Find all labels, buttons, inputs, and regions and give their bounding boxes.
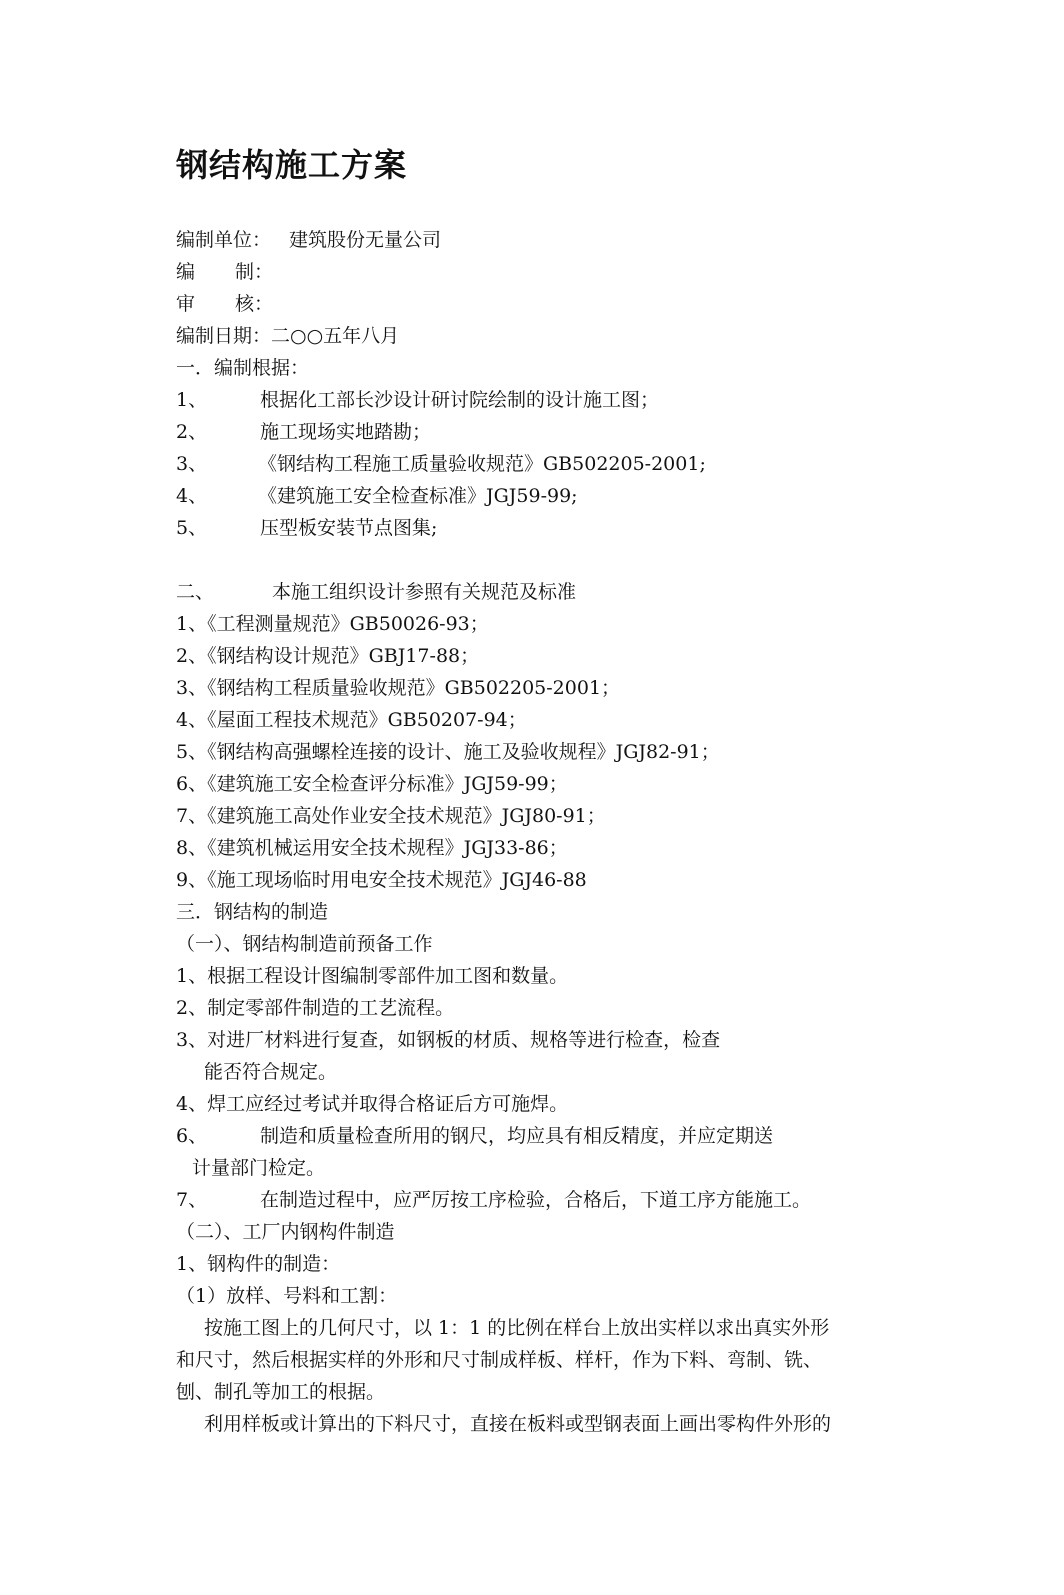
paragraph-continuation: 和尺寸，然后根据实样的外形和尺寸制成样板、样杆，作为下料、弯制、铣、: [176, 1349, 823, 1371]
section2-heading-line: [176, 580, 576, 604]
item-number: 3、: [176, 453, 208, 475]
paragraph: 1、根据工程设计图编制零部件加工图和数量。: [176, 965, 569, 987]
author-label-b: 制：: [235, 261, 274, 283]
paragraph: 2、制定零部件制造的工艺流程。: [176, 997, 455, 1019]
author-line: [176, 260, 273, 284]
list-item: [176, 484, 578, 508]
list-item: [176, 516, 437, 540]
list-item: 9、《施工现场临时用电安全技术规范》JGJ46-88: [176, 869, 587, 891]
review-label-b: 核：: [235, 293, 274, 315]
item-text: 在制造过程中，应严厉按工序检验，合格后，下道工序方能施工。: [260, 1189, 812, 1211]
subsection-heading: （一）、钢结构制造前预备工作: [176, 933, 433, 955]
paragraph-continuation: 能否符合规定。: [204, 1061, 338, 1083]
list-item: 6、《建筑施工安全检查评分标准》JGJ59-99；: [176, 773, 568, 795]
paragraph-continuation: 刨、制孔等加工的根据。: [176, 1381, 386, 1403]
unit-label: 编制单位：: [176, 229, 272, 251]
item-text: 制造和质量检查所用的钢尺，均应具有相反精度，并应定期送: [260, 1125, 774, 1147]
paragraph: 利用样板或计算出的下料尺寸，直接在板料或型钢表面上画出零构件外形的: [204, 1413, 832, 1435]
section3-heading: 三．钢结构的制造: [176, 901, 329, 923]
item-number: 7、: [176, 1189, 208, 1211]
date-line: 编制日期：二○○五年八月: [176, 325, 400, 347]
item-text: 《建筑施工安全检查标准》JGJ59-99;: [258, 485, 578, 507]
review-line: [176, 292, 273, 316]
list-item: 3、《钢结构工程质量验收规范》GB502205-2001；: [176, 677, 621, 699]
list-item: 8、《建筑机械运用安全技术规程》JGJ33-86；: [176, 837, 568, 859]
item-number: 1、: [176, 389, 208, 411]
list-item: [176, 420, 431, 444]
item-text: 压型板安装节点图集;: [260, 517, 438, 539]
item-number: 2、: [176, 421, 208, 443]
paragraph: 1、钢构件的制造：: [176, 1253, 341, 1275]
list-item: [176, 452, 706, 476]
paragraph: 3、对进厂材料进行复查，如钢板的材质、规格等进行检查，检查: [176, 1029, 721, 1051]
list-item: 7、《建筑施工高处作业安全技术规范》JGJ80-91；: [176, 805, 606, 827]
item-text: 根据化工部长沙设计研讨院绘制的设计施工图；: [260, 389, 660, 411]
review-label-a: 审: [176, 293, 196, 315]
paragraph: （1）放样、号料和工割：: [176, 1285, 398, 1307]
item-text: 《钢结构工程施工质量验收规范》GB502205-2001;: [258, 453, 706, 475]
subsection-heading: （二）、工厂内钢构件制造: [176, 1221, 395, 1243]
list-item: [176, 388, 659, 412]
section2-number: 二、: [176, 581, 215, 603]
list-item: 2、《钢结构设计规范》GBJ17-88；: [176, 645, 480, 667]
list-item: 1、《工程测量规范》GB50026-93；: [176, 613, 489, 635]
paragraph-continuation: 计量部门检定。: [192, 1157, 326, 1179]
author-label-a: 编: [176, 261, 196, 283]
item-number: 6、: [176, 1125, 208, 1147]
item-number: 5、: [176, 517, 208, 539]
section1-heading: 一．编制根据：: [176, 357, 310, 379]
list-item: 4、《屋面工程技术规范》GB50207-94；: [176, 709, 527, 731]
section2-heading: 本施工组织设计参照有关规范及标准: [272, 581, 577, 603]
paragraph: 按施工图上的几何尺寸，以 1：1 的比例在样台上放出实样以求出真实外形: [204, 1317, 830, 1339]
document-title: 钢结构施工方案: [176, 146, 408, 184]
unit-line: [176, 228, 441, 252]
unit-value: 建筑股份无量公司: [289, 229, 442, 251]
item-text: 施工现场实地踏勘；: [260, 421, 432, 443]
paragraph: [176, 1124, 773, 1148]
list-item: 5、《钢结构高强螺栓连接的设计、施工及验收规程》JGJ82-91；: [176, 741, 720, 763]
item-number: 4、: [176, 485, 208, 507]
paragraph: 4、焊工应经过考试并取得合格证后方可施焊。: [176, 1093, 569, 1115]
paragraph: [176, 1188, 811, 1212]
